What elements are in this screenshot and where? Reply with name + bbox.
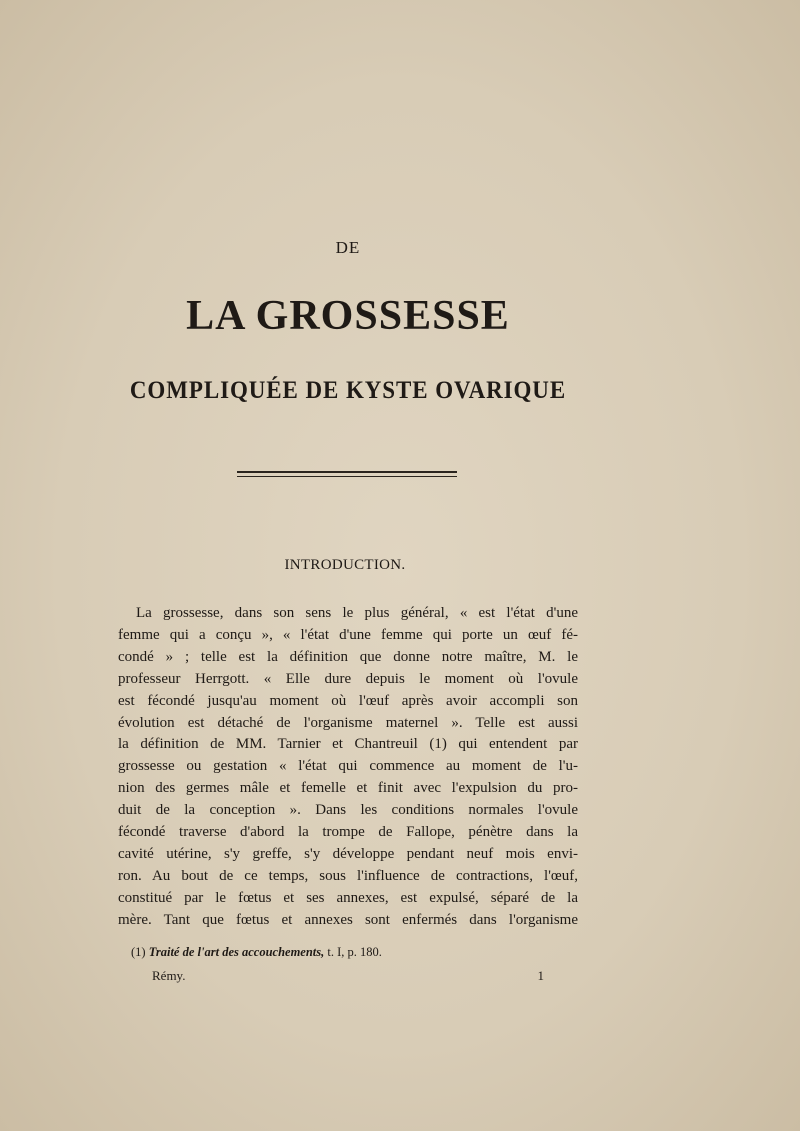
body-line: professeur Herrgott. « Elle dure depuis le moment où l'ovule xyxy=(118,670,578,687)
body-line: femme qui a conçu », « l'état d'une femme qui porte un œuf fé- xyxy=(118,626,578,643)
body-line: grossesse ou gestation « l'état qui commence au moment de l'u- xyxy=(118,758,578,775)
footnote-reference: t. I, p. 180. xyxy=(327,945,382,959)
author-signature: Rémy. xyxy=(152,968,186,983)
body-line: condé » ; telle est la définition que donne notre maître, M. le xyxy=(118,648,578,665)
double-rule-divider xyxy=(237,471,457,477)
body-line: ron. Au bout de ce temps, sous l'influence de contractions, l'œuf, xyxy=(118,867,578,884)
body-text xyxy=(118,603,578,932)
footnote-work-title: Traité de l'art des accouchements, xyxy=(148,945,325,959)
sheet-signature-number: 1 xyxy=(537,968,544,983)
page-footer xyxy=(152,968,544,984)
footnote-marker: (1) xyxy=(131,945,146,959)
body-line: évolution est détaché de l'organisme maternel ». Telle est aussi xyxy=(118,714,578,731)
body-line: la définition de MM. Tarnier et Chantreuil (1) qui entendent par xyxy=(118,736,578,753)
footnote xyxy=(131,945,571,960)
body-line: fécondé traverse d'abord la trompe de Fallope, pénètre dans la xyxy=(118,824,578,841)
body-line: duit de la conception ». Dans les conditions normales l'ovule xyxy=(118,802,578,819)
body-line: constitué par le fœtus et ses annexes, est expulsé, séparé de la xyxy=(118,889,578,906)
body-line: La grossesse, dans son sens le plus général, « est l'état d'une xyxy=(136,605,578,621)
section-heading: INTRODUCTION. xyxy=(284,557,406,573)
body-line: mère. Tant que fœtus et annexes sont enfermés dans l'organisme xyxy=(118,911,578,928)
body-line: cavité utérine, s'y greffe, s'y développe pendant neuf mois envi- xyxy=(118,845,578,862)
page-title: LA GROSSESSE xyxy=(186,293,510,339)
body-line: est fécondé jusqu'au moment où l'œuf après avoir accompli son xyxy=(118,692,578,709)
body-line: nion des germes mâle et femelle et finit avec l'expulsion du pro- xyxy=(118,780,578,797)
title-preposition: DE xyxy=(335,238,361,257)
page-subtitle: COMPLIQUÉE DE KYSTE OVARIQUE xyxy=(129,377,567,404)
